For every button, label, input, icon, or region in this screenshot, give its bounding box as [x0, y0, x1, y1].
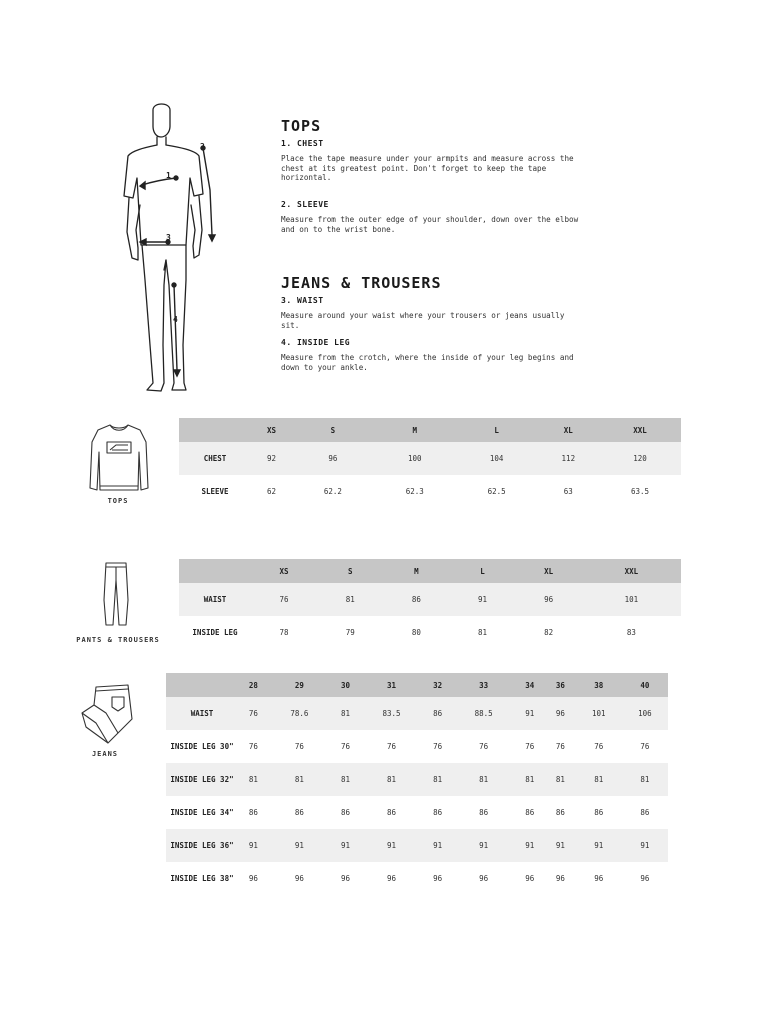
table-cell: 86: [422, 697, 453, 730]
table-header-cell: 32: [422, 673, 453, 697]
table-header-cell: 38: [576, 673, 622, 697]
table-cell: 86: [248, 808, 258, 817]
table-header-cell: XL: [538, 418, 599, 442]
table-header-cell: [179, 418, 251, 442]
table-cell: 80: [411, 628, 421, 637]
table-cell: 76: [251, 583, 317, 616]
table-cell: 62.2: [323, 487, 342, 496]
table-cell: 62.5: [487, 487, 506, 496]
table-cell: 91: [361, 829, 422, 862]
table-header-cell: XXL: [599, 418, 681, 442]
folded-jeans-icon: [78, 683, 140, 749]
table-row: [179, 616, 681, 649]
row-label: SLEEVE: [201, 487, 229, 496]
table-cell: 83: [626, 628, 636, 637]
table-cell: 91: [422, 829, 453, 862]
table-cell: 96: [516, 583, 582, 616]
table-cell: 76: [340, 742, 350, 751]
table-header-cell: 28: [238, 673, 269, 697]
table-row: [166, 796, 668, 829]
table-cell: 91: [514, 697, 545, 730]
table-cell: 91: [514, 829, 545, 862]
waist-instructions: Measure around your waist where your trousers or jeans usually sit.: [281, 311, 565, 330]
sleeve-instructions: Measure from the outer edge of your shoulder, down over the elbow and on to the wrist bone.: [281, 215, 579, 234]
table-cell: 96: [387, 874, 397, 883]
table-cell: 86: [340, 808, 350, 817]
table-header-cell: S: [292, 418, 374, 442]
table-header-cell: [166, 673, 238, 697]
table-header-cell: 33: [453, 673, 514, 697]
table-cell: 86: [594, 808, 604, 817]
table-cell: 81: [422, 763, 453, 796]
table-header-cell: 34: [514, 673, 545, 697]
table-header-cell: 30: [330, 673, 361, 697]
table-row: [166, 829, 668, 862]
table-cell: 76: [238, 697, 269, 730]
table-cell: 96: [525, 874, 535, 883]
table-cell: 82: [544, 628, 554, 637]
table-header-cell: 31: [361, 673, 422, 697]
row-label: INSIDE LEG 32": [166, 763, 238, 796]
table-cell: 81: [514, 763, 545, 796]
table-cell: 81: [317, 583, 383, 616]
chest-instructions: Place the tape measure under your armpits and measure across the chest at its greatest point. Don't forget to keep the tape horizontal.: [281, 154, 574, 183]
table-cell: 91: [576, 829, 622, 862]
table-header-cell: 29: [269, 673, 330, 697]
table-row: [166, 862, 668, 895]
table-cell: 81: [545, 763, 576, 796]
sweater-icon: [88, 420, 150, 495]
row-label: INSIDE LEG: [192, 628, 238, 637]
table-cell: 81: [330, 763, 361, 796]
table-cell: 62.3: [405, 487, 424, 496]
table-cell: 112: [538, 442, 599, 475]
table-cell: 101: [582, 583, 681, 616]
table-cell: 91: [238, 829, 269, 862]
table-header-row: [179, 559, 681, 583]
table-header-cell: XS: [251, 559, 317, 583]
table-cell: 92: [251, 442, 292, 475]
inside-leg-instructions: Measure from the crotch, where the inside of your leg begins and down to your ankle.: [281, 353, 574, 372]
table-header-row: [166, 673, 668, 697]
table-cell: 63.5: [630, 487, 650, 496]
table-header-cell: XXL: [582, 559, 681, 583]
jeans-table-caption: JEANS: [91, 750, 119, 758]
figure-label-2: 2: [200, 142, 205, 151]
row-label: WAIST: [166, 697, 238, 730]
table-row: [179, 583, 681, 616]
table-cell: 86: [525, 808, 535, 817]
tops-size-table: [179, 418, 681, 508]
table-cell: 76: [387, 742, 397, 751]
table-cell: 76: [248, 742, 258, 751]
table-cell: 120: [599, 442, 681, 475]
table-cell: 76: [294, 742, 304, 751]
table-cell: 81: [576, 763, 622, 796]
table-cell: 96: [640, 874, 650, 883]
table-header-cell: 40: [622, 673, 668, 697]
table-cell: 91: [545, 829, 576, 862]
table-cell: 86: [555, 808, 565, 817]
jeans-trousers-title: JEANS & TROUSERS: [281, 274, 442, 292]
table-header-row: [179, 418, 681, 442]
table-header-cell: M: [374, 418, 456, 442]
table-header-cell: L: [449, 559, 515, 583]
table-cell: 62: [266, 487, 276, 496]
table-cell: 79: [345, 628, 355, 637]
pants-table-caption: PANTS & TROUSERS: [76, 636, 160, 644]
row-label: INSIDE LEG 38": [170, 874, 234, 883]
table-cell: 106: [622, 697, 668, 730]
table-cell: 86: [383, 583, 449, 616]
trousers-icon: [99, 560, 133, 628]
table-cell: 81: [453, 763, 514, 796]
table-cell: 91: [453, 829, 514, 862]
table-cell: 81: [269, 763, 330, 796]
pants-size-table: [179, 559, 681, 649]
table-cell: 78.6: [269, 697, 330, 730]
sleeve-heading: 2. SLEEVE: [281, 200, 329, 209]
measuring-figure-illustration: [120, 100, 230, 400]
table-header-cell: M: [383, 559, 449, 583]
figure-label-3: 3: [166, 233, 171, 242]
table-cell: 81: [622, 763, 668, 796]
table-row: [166, 730, 668, 763]
table-cell: 91: [449, 583, 515, 616]
table-cell: 76: [433, 742, 443, 751]
table-cell: 76: [525, 742, 535, 751]
table-cell: 78: [279, 628, 289, 637]
table-cell: 96: [292, 442, 374, 475]
tops-table-caption: TOPS: [107, 497, 129, 505]
table-cell: 83.5: [361, 697, 422, 730]
table-header-cell: XL: [516, 559, 582, 583]
row-label: CHEST: [179, 442, 251, 475]
table-cell: 101: [576, 697, 622, 730]
table-header-cell: L: [456, 418, 538, 442]
table-cell: 86: [479, 808, 489, 817]
row-label: INSIDE LEG 30": [170, 742, 234, 751]
table-cell: 76: [594, 742, 604, 751]
table-cell: 91: [622, 829, 668, 862]
tops-title: TOPS: [281, 117, 322, 135]
table-cell: 81: [361, 763, 422, 796]
inside-leg-heading: 4. INSIDE LEG: [281, 338, 351, 347]
table-cell: 91: [269, 829, 330, 862]
table-header-cell: [179, 559, 251, 583]
figure-label-4: 4: [173, 315, 178, 324]
table-cell: 81: [330, 697, 361, 730]
table-row: [179, 442, 681, 475]
table-header-cell: 36: [545, 673, 576, 697]
table-row: [166, 697, 668, 730]
table-cell: 96: [479, 874, 489, 883]
table-cell: 81: [477, 628, 487, 637]
table-cell: 100: [374, 442, 456, 475]
table-cell: 96: [340, 874, 350, 883]
table-cell: 104: [456, 442, 538, 475]
table-row: [179, 475, 681, 508]
table-cell: 76: [555, 742, 565, 751]
table-cell: 86: [387, 808, 397, 817]
waist-heading: 3. WAIST: [281, 296, 324, 305]
table-cell: 96: [248, 874, 258, 883]
table-cell: 91: [330, 829, 361, 862]
table-cell: 96: [555, 874, 565, 883]
chest-heading: 1. CHEST: [281, 139, 324, 148]
table-cell: 86: [294, 808, 304, 817]
table-header-cell: S: [317, 559, 383, 583]
table-header-cell: XS: [251, 418, 292, 442]
table-cell: 81: [238, 763, 269, 796]
table-cell: 96: [433, 874, 443, 883]
row-label: WAIST: [179, 583, 251, 616]
table-cell: 63: [563, 487, 573, 496]
table-cell: 86: [640, 808, 650, 817]
figure-label-1: 1: [166, 171, 171, 180]
row-label: INSIDE LEG 34": [170, 808, 234, 817]
table-cell: 88.5: [453, 697, 514, 730]
table-cell: 96: [545, 697, 576, 730]
table-cell: 96: [594, 874, 604, 883]
row-label: INSIDE LEG 36": [166, 829, 238, 862]
table-cell: 76: [640, 742, 650, 751]
table-cell: 76: [479, 742, 489, 751]
jeans-size-table: [166, 673, 668, 895]
table-row: [166, 763, 668, 796]
table-cell: 96: [294, 874, 304, 883]
table-cell: 86: [433, 808, 443, 817]
